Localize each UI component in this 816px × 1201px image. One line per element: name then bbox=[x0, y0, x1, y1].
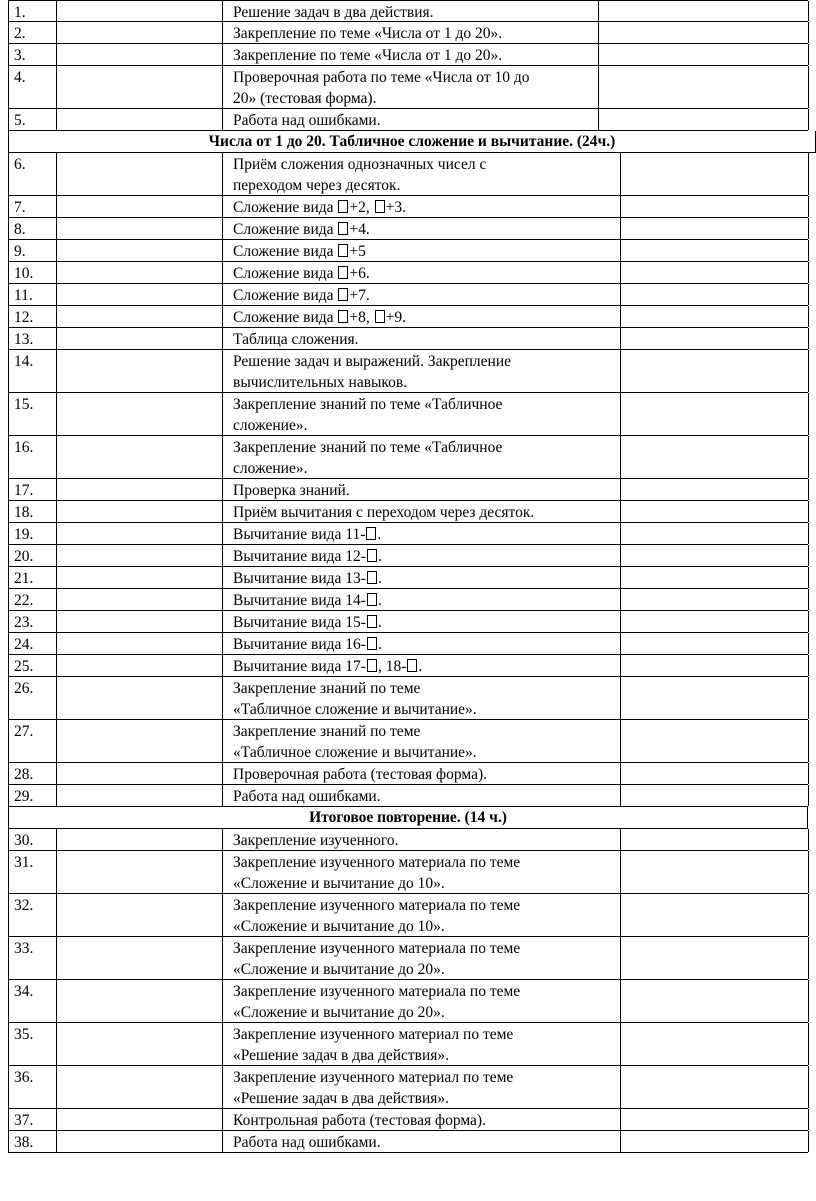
lesson-topic bbox=[223, 1023, 621, 1065]
empty-cell bbox=[57, 937, 223, 979]
lesson-number: 20. bbox=[9, 545, 57, 566]
placeholder-box-icon bbox=[338, 310, 348, 323]
placeholder-box-icon bbox=[367, 593, 377, 606]
lesson-topic bbox=[223, 1, 599, 21]
empty-cell bbox=[621, 785, 809, 806]
lesson-number: 30. bbox=[9, 829, 57, 850]
lesson-number: 3. bbox=[9, 44, 57, 65]
table-row bbox=[8, 350, 808, 393]
empty-cell bbox=[57, 523, 223, 544]
lesson-number: 37. bbox=[9, 1109, 57, 1130]
section-heading: Числа от 1 до 20. Табличное сложение и вычитание. (24ч.) bbox=[8, 131, 816, 153]
topic-line: Таблица сложения. bbox=[233, 331, 359, 348]
empty-cell bbox=[57, 196, 223, 217]
empty-cell bbox=[621, 393, 809, 435]
lesson-number: 12. bbox=[9, 306, 57, 327]
table-row bbox=[8, 829, 808, 851]
placeholder-box-icon bbox=[338, 200, 348, 213]
empty-cell bbox=[57, 284, 223, 305]
empty-cell bbox=[57, 240, 223, 261]
topic-line: Закрепление изученного материала по теме bbox=[233, 897, 521, 914]
topic-line: «Решение задач в два действия». bbox=[233, 1090, 450, 1107]
lesson-number: 23. bbox=[9, 611, 57, 632]
lesson-topic bbox=[223, 545, 621, 566]
table-row bbox=[8, 567, 808, 589]
empty-cell bbox=[57, 589, 223, 610]
empty-cell bbox=[57, 611, 223, 632]
table-row bbox=[8, 22, 808, 44]
lesson-topic bbox=[223, 655, 621, 676]
table-row bbox=[8, 851, 808, 894]
table-row bbox=[8, 611, 808, 633]
lesson-number: 8. bbox=[9, 218, 57, 239]
lesson-topic bbox=[223, 240, 621, 261]
lesson-topic bbox=[223, 262, 621, 283]
lesson-number: 26. bbox=[9, 677, 57, 719]
empty-cell bbox=[621, 306, 809, 327]
empty-cell bbox=[621, 937, 809, 979]
table-row bbox=[8, 655, 808, 677]
table-row bbox=[8, 1023, 808, 1066]
empty-cell bbox=[57, 1023, 223, 1065]
lesson-number: 17. bbox=[9, 479, 57, 500]
lesson-topic bbox=[223, 436, 621, 478]
lesson-number: 31. bbox=[9, 851, 57, 893]
section-heading: Итоговое повторение. (14 ч.) bbox=[8, 807, 808, 829]
lesson-plan-table bbox=[8, 0, 808, 1153]
empty-cell bbox=[621, 589, 809, 610]
lesson-topic bbox=[223, 350, 621, 392]
lesson-number: 2. bbox=[9, 22, 57, 43]
lesson-number: 27. bbox=[9, 720, 57, 762]
topic-line: Сложение вида +4. bbox=[233, 221, 370, 238]
table-row bbox=[8, 1131, 808, 1153]
lesson-topic bbox=[223, 677, 621, 719]
empty-cell bbox=[621, 501, 809, 522]
lesson-number: 24. bbox=[9, 633, 57, 654]
empty-cell bbox=[621, 350, 809, 392]
placeholder-box-icon bbox=[367, 659, 377, 672]
lesson-topic bbox=[223, 1066, 621, 1108]
empty-cell bbox=[621, 763, 809, 784]
topic-line: Закрепление изученного материала по теме bbox=[233, 940, 521, 957]
empty-cell bbox=[621, 196, 809, 217]
lesson-topic bbox=[223, 937, 621, 979]
topic-line: Закрепление изученного. bbox=[233, 832, 399, 849]
topic-line: Приём вычитания с переходом через десяток. bbox=[233, 504, 535, 521]
topic-line: переходом через десяток. bbox=[233, 177, 401, 194]
empty-cell bbox=[621, 720, 809, 762]
topic-line: Решение задач в два действия. bbox=[233, 4, 434, 21]
empty-cell bbox=[57, 785, 223, 806]
lesson-number: 29. bbox=[9, 785, 57, 806]
empty-cell bbox=[57, 1131, 223, 1152]
empty-cell bbox=[57, 501, 223, 522]
lesson-number: 5. bbox=[9, 109, 57, 130]
lesson-topic bbox=[223, 611, 621, 632]
topic-line: Вычитание вида 12- . bbox=[233, 548, 382, 565]
topic-line: Закрепление изученного материала по теме bbox=[233, 983, 521, 1000]
table-row bbox=[8, 328, 808, 350]
table-row bbox=[8, 763, 808, 785]
empty-cell bbox=[621, 479, 809, 500]
topic-line: Закрепление по теме «Числа от 1 до 20». bbox=[233, 47, 503, 64]
table-row bbox=[8, 785, 808, 807]
topic-line: «Табличное сложение и вычитание». bbox=[233, 744, 477, 761]
empty-cell bbox=[57, 633, 223, 654]
empty-cell bbox=[621, 545, 809, 566]
topic-line: сложение». bbox=[233, 460, 308, 477]
topic-line: Контрольная работа (тестовая форма). bbox=[233, 1112, 486, 1129]
empty-cell bbox=[599, 1, 809, 21]
placeholder-box-icon bbox=[338, 288, 348, 301]
lesson-topic bbox=[223, 66, 599, 108]
empty-cell bbox=[57, 479, 223, 500]
empty-cell bbox=[621, 677, 809, 719]
lesson-topic bbox=[223, 153, 621, 195]
empty-cell bbox=[57, 1, 223, 21]
table-row bbox=[8, 589, 808, 611]
empty-cell bbox=[57, 677, 223, 719]
topic-line: Закрепление знаний по теме «Табличное bbox=[233, 396, 503, 413]
empty-cell bbox=[621, 523, 809, 544]
empty-cell bbox=[599, 44, 809, 65]
table-row bbox=[8, 545, 808, 567]
topic-line: «Сложение и вычитание до 20». bbox=[233, 1004, 445, 1021]
table-row bbox=[8, 0, 808, 22]
lesson-topic bbox=[223, 720, 621, 762]
lesson-number: 18. bbox=[9, 501, 57, 522]
topic-line: «Табличное сложение и вычитание». bbox=[233, 701, 477, 718]
topic-line: Проверочная работа по теме «Числа от 10 до bbox=[233, 69, 530, 86]
topic-line: Вычитание вида 14- . bbox=[233, 592, 382, 609]
placeholder-box-icon bbox=[375, 200, 385, 213]
table-row bbox=[8, 262, 808, 284]
topic-line: Закрепление знаний по теме bbox=[233, 680, 421, 697]
empty-cell bbox=[57, 980, 223, 1022]
empty-cell bbox=[57, 306, 223, 327]
table-row bbox=[8, 720, 808, 763]
empty-cell bbox=[621, 240, 809, 261]
table-row bbox=[8, 218, 808, 240]
lesson-number: 9. bbox=[9, 240, 57, 261]
lesson-topic bbox=[223, 501, 621, 522]
lesson-number: 25. bbox=[9, 655, 57, 676]
lesson-number: 7. bbox=[9, 196, 57, 217]
empty-cell bbox=[621, 218, 809, 239]
lesson-number: 32. bbox=[9, 894, 57, 936]
topic-line: Закрепление изученного материал по теме bbox=[233, 1069, 514, 1086]
topic-line: Вычитание вида 16- . bbox=[233, 636, 382, 653]
empty-cell bbox=[621, 894, 809, 936]
table-row bbox=[8, 894, 808, 937]
table-row bbox=[8, 196, 808, 218]
lesson-number: 35. bbox=[9, 1023, 57, 1065]
lesson-topic bbox=[223, 218, 621, 239]
lesson-topic bbox=[223, 851, 621, 893]
empty-cell bbox=[57, 545, 223, 566]
placeholder-box-icon bbox=[367, 637, 377, 650]
placeholder-box-icon bbox=[338, 266, 348, 279]
topic-line: Приём сложения однозначных чисел с bbox=[233, 156, 487, 173]
empty-cell bbox=[57, 328, 223, 349]
lesson-number: 11. bbox=[9, 284, 57, 305]
empty-cell bbox=[57, 1066, 223, 1108]
lesson-topic bbox=[223, 22, 599, 43]
lesson-number: 14. bbox=[9, 350, 57, 392]
lesson-topic bbox=[223, 894, 621, 936]
lesson-number: 22. bbox=[9, 589, 57, 610]
table-row bbox=[8, 109, 808, 131]
topic-line: Сложение вида +2, +3. bbox=[233, 199, 407, 216]
empty-cell bbox=[57, 66, 223, 108]
lesson-number: 4. bbox=[9, 66, 57, 108]
placeholder-box-icon bbox=[407, 659, 417, 672]
empty-cell bbox=[621, 1109, 809, 1130]
lesson-number: 6. bbox=[9, 153, 57, 195]
lesson-topic bbox=[223, 763, 621, 784]
table-row bbox=[8, 937, 808, 980]
lesson-topic bbox=[223, 393, 621, 435]
placeholder-box-icon bbox=[375, 310, 385, 323]
empty-cell bbox=[57, 894, 223, 936]
table-row bbox=[8, 523, 808, 545]
placeholder-box-icon bbox=[366, 527, 376, 540]
empty-cell bbox=[57, 851, 223, 893]
empty-cell bbox=[57, 153, 223, 195]
table-row bbox=[8, 633, 808, 655]
table-row bbox=[8, 1109, 808, 1131]
lesson-number: 19. bbox=[9, 523, 57, 544]
empty-cell bbox=[621, 851, 809, 893]
lesson-topic bbox=[223, 785, 621, 806]
empty-cell bbox=[57, 393, 223, 435]
empty-cell bbox=[57, 1109, 223, 1130]
empty-cell bbox=[621, 1066, 809, 1108]
topic-line: Закрепление изученного материала по теме bbox=[233, 854, 521, 871]
topic-line: Вычитание вида 11- . bbox=[233, 526, 382, 543]
empty-cell bbox=[621, 980, 809, 1022]
lesson-topic bbox=[223, 328, 621, 349]
table-row bbox=[8, 479, 808, 501]
lesson-topic bbox=[223, 1131, 621, 1152]
topic-line: Вычитание вида 17- , 18- . bbox=[233, 658, 423, 675]
empty-cell bbox=[57, 350, 223, 392]
empty-cell bbox=[57, 655, 223, 676]
table-row bbox=[8, 1066, 808, 1109]
empty-cell bbox=[57, 829, 223, 850]
topic-line: Сложение вида +6. bbox=[233, 265, 370, 282]
empty-cell bbox=[621, 328, 809, 349]
lesson-topic bbox=[223, 589, 621, 610]
topic-line: Вычитание вида 15- . bbox=[233, 614, 382, 631]
empty-cell bbox=[621, 829, 809, 850]
topic-line: «Сложение и вычитание до 20». bbox=[233, 961, 445, 978]
topic-line: Проверочная работа (тестовая форма). bbox=[233, 766, 487, 783]
topic-line: 20» (тестовая форма). bbox=[233, 90, 377, 107]
empty-cell bbox=[621, 611, 809, 632]
topic-line: «Сложение и вычитание до 10». bbox=[233, 875, 445, 892]
topic-line: Проверка знаний. bbox=[233, 482, 350, 499]
empty-cell bbox=[621, 1023, 809, 1065]
empty-cell bbox=[621, 1131, 809, 1152]
placeholder-box-icon bbox=[338, 222, 348, 235]
table-row bbox=[8, 306, 808, 328]
empty-cell bbox=[621, 567, 809, 588]
lesson-topic bbox=[223, 284, 621, 305]
lesson-topic bbox=[223, 829, 621, 850]
lesson-number: 28. bbox=[9, 763, 57, 784]
empty-cell bbox=[57, 567, 223, 588]
topic-line: Работа над ошибками. bbox=[233, 112, 381, 129]
empty-cell bbox=[57, 763, 223, 784]
placeholder-box-icon bbox=[367, 549, 377, 562]
lesson-topic bbox=[223, 567, 621, 588]
empty-cell bbox=[621, 633, 809, 654]
topic-line: Закрепление изученного материал по теме bbox=[233, 1026, 514, 1043]
lesson-number: 16. bbox=[9, 436, 57, 478]
lesson-number: 34. bbox=[9, 980, 57, 1022]
table-row bbox=[8, 980, 808, 1023]
topic-line: Работа над ошибками. bbox=[233, 1134, 381, 1151]
lesson-number: 10. bbox=[9, 262, 57, 283]
table-row bbox=[8, 240, 808, 262]
lesson-number: 1. bbox=[9, 1, 57, 21]
table-row bbox=[8, 153, 808, 196]
table-row bbox=[8, 66, 808, 109]
table-row bbox=[8, 436, 808, 479]
lesson-topic bbox=[223, 479, 621, 500]
lesson-topic bbox=[223, 980, 621, 1022]
topic-line: Сложение вида +7. bbox=[233, 287, 370, 304]
lesson-number: 33. bbox=[9, 937, 57, 979]
topic-line: Работа над ошибками. bbox=[233, 788, 381, 805]
lesson-topic bbox=[223, 523, 621, 544]
lesson-number: 36. bbox=[9, 1066, 57, 1108]
empty-cell bbox=[57, 218, 223, 239]
topic-line: Вычитание вида 13- . bbox=[233, 570, 382, 587]
empty-cell bbox=[57, 436, 223, 478]
lesson-topic bbox=[223, 306, 621, 327]
lesson-number: 38. bbox=[9, 1131, 57, 1152]
topic-line: Решение задач и выражений. Закрепление bbox=[233, 353, 512, 370]
empty-cell bbox=[621, 655, 809, 676]
placeholder-box-icon bbox=[367, 571, 377, 584]
table-row bbox=[8, 677, 808, 720]
lesson-number: 21. bbox=[9, 567, 57, 588]
topic-line: вычислительных навыков. bbox=[233, 374, 408, 391]
placeholder-box-icon bbox=[338, 244, 348, 257]
table-row bbox=[8, 44, 808, 66]
empty-cell bbox=[621, 262, 809, 283]
lesson-number: 15. bbox=[9, 393, 57, 435]
lesson-topic bbox=[223, 44, 599, 65]
empty-cell bbox=[57, 44, 223, 65]
empty-cell bbox=[57, 22, 223, 43]
topic-line: Закрепление по теме «Числа от 1 до 20». bbox=[233, 25, 503, 42]
lesson-topic bbox=[223, 633, 621, 654]
topic-line: Сложение вида +5 bbox=[233, 243, 366, 260]
topic-line: Закрепление знаний по теме bbox=[233, 723, 421, 740]
empty-cell bbox=[621, 436, 809, 478]
lesson-topic bbox=[223, 196, 621, 217]
lesson-topic bbox=[223, 109, 599, 130]
lesson-topic bbox=[223, 1109, 621, 1130]
empty-cell bbox=[599, 109, 809, 130]
placeholder-box-icon bbox=[367, 615, 377, 628]
empty-cell bbox=[621, 284, 809, 305]
topic-line: Закрепление знаний по теме «Табличное bbox=[233, 439, 503, 456]
empty-cell bbox=[599, 22, 809, 43]
topic-line: «Сложение и вычитание до 10». bbox=[233, 918, 445, 935]
table-row bbox=[8, 501, 808, 523]
empty-cell bbox=[57, 262, 223, 283]
topic-line: «Решение задач в два действия». bbox=[233, 1047, 450, 1064]
empty-cell bbox=[57, 109, 223, 130]
empty-cell bbox=[57, 720, 223, 762]
topic-line: сложение». bbox=[233, 417, 308, 434]
empty-cell bbox=[621, 153, 809, 195]
empty-cell bbox=[599, 66, 809, 108]
table-row bbox=[8, 284, 808, 306]
topic-line: Сложение вида +8, +9. bbox=[233, 309, 407, 326]
lesson-number: 13. bbox=[9, 328, 57, 349]
table-row bbox=[8, 393, 808, 436]
